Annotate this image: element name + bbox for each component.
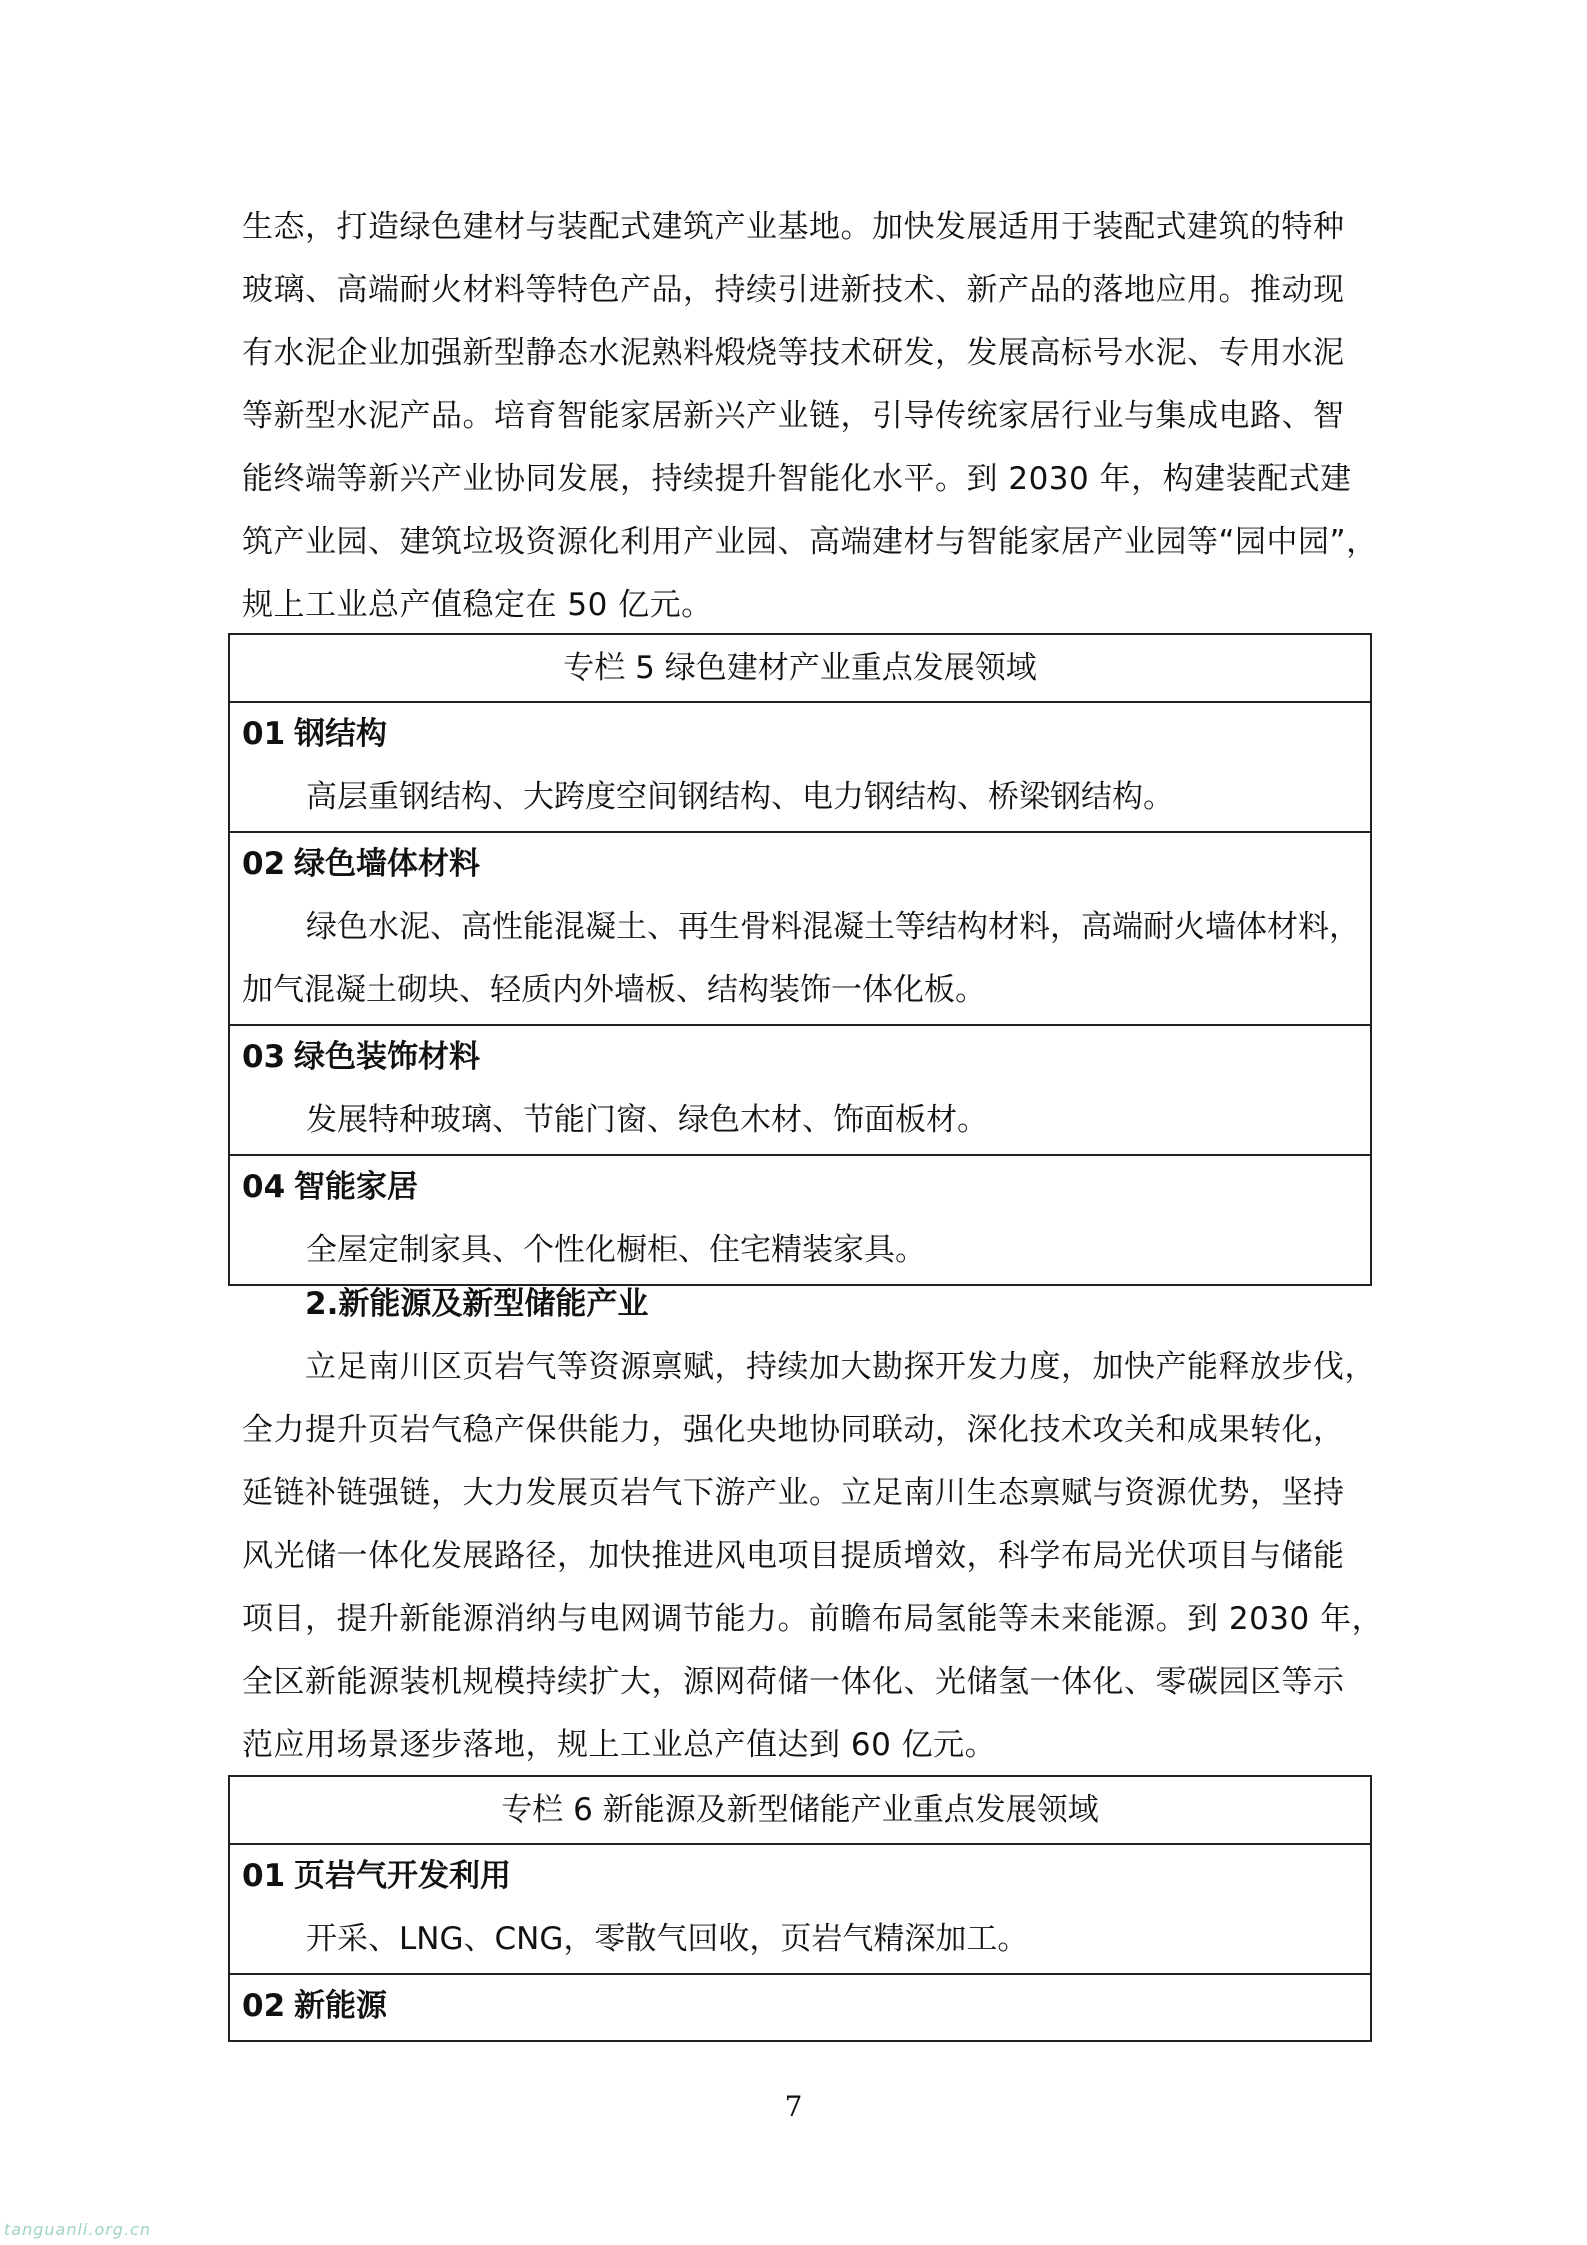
section-heading <box>242 1975 1370 2038</box>
intro-line: 等新型水泥产品。培育智能家居新兴产业链，引导传统家居行业与集成电路、智 <box>242 398 1345 434</box>
watermark-text: tanguanli.org.cn <box>4 2220 151 2239</box>
section-line: 加气混凝土砌块、轻质内外墙板、结构装饰一体化板。 <box>242 972 986 1008</box>
box-section <box>230 1975 1370 2040</box>
column-box-5 <box>228 633 1372 1286</box>
intro-line: 规上工业总产值稳定在 50 亿元。 <box>242 587 713 623</box>
section-number: 03 <box>242 1039 286 1075</box>
section-title: 钢结构 <box>294 716 387 752</box>
section-title: 智能家居 <box>294 1169 418 1205</box>
column-box-6 <box>228 1775 1372 2042</box>
section-title: 页岩气开发利用 <box>294 1858 511 1894</box>
intro-line: 生态，打造绿色建材与装配式建筑产业基地。加快发展适用于装配式建筑的特种 <box>242 209 1345 245</box>
intro-paragraph <box>242 196 1378 637</box>
section-heading <box>242 703 1370 766</box>
section-heading <box>242 1845 1370 1908</box>
section-line: 绿色水泥、高性能混凝土、再生骨料混凝土等结构材料，高端耐火墙体材料， <box>306 909 1360 945</box>
section-number: 01 <box>242 716 286 752</box>
paragraph-line: 风光储一体化发展路径，加快推进风电项目提质增效，科学布局光伏项目与储能 <box>242 1538 1345 1574</box>
intro-line: 有水泥企业加强新型静态水泥熟料煅烧等技术研发，发展高标号水泥、专用水泥 <box>242 335 1345 371</box>
body-paragraph-2 <box>242 1336 1384 1777</box>
section-heading <box>242 1156 1370 1219</box>
page-number: 7 <box>784 2090 803 2123</box>
paragraph-line: 范应用场景逐步落地，规上工业总产值达到 60 亿元。 <box>242 1727 997 1763</box>
section-title: 绿色装饰材料 <box>294 1039 480 1075</box>
paragraph-line: 项目，提升新能源消纳与电网调节能力。前瞻布局氢能等未来能源。到 2030 年， <box>242 1601 1384 1637</box>
section-line: 全屋定制家具、个性化橱柜、住宅精装家具。 <box>306 1232 926 1268</box>
section-number: 04 <box>242 1169 286 1205</box>
section-number: 02 <box>242 1988 286 2024</box>
box-section <box>230 833 1370 1026</box>
section-title: 绿色墙体材料 <box>294 846 480 882</box>
section-line: 发展特种玻璃、节能门窗、绿色木材、饰面板材。 <box>306 1102 988 1138</box>
section-number: 01 <box>242 1858 286 1894</box>
box-section <box>230 1156 1370 1284</box>
paragraph-line: 立足南川区页岩气等资源禀赋，持续加大勘探开发力度，加快产能释放步伐， <box>305 1349 1376 1385</box>
intro-line: 筑产业园、建筑垃圾资源化利用产业园、高端建材与智能家居产业园等“园中园”， <box>242 524 1378 560</box>
section-body <box>242 766 1370 829</box>
box-title: 专栏 5 绿色建材产业重点发展领域 <box>230 635 1370 703</box>
section-heading <box>242 833 1370 896</box>
section-body <box>242 1908 1370 1971</box>
section-body <box>242 1089 1370 1152</box>
intro-line: 能终端等新兴产业协同发展，持续提升智能化水平。到 2030 年，构建装配式建 <box>242 461 1352 497</box>
section-title: 新能源 <box>294 1988 387 2024</box>
intro-line: 玻璃、高端耐火材料等特色产品，持续引进新技术、新产品的落地应用。推动现 <box>242 272 1345 308</box>
paragraph-line: 全区新能源装机规模持续扩大，源网荷储一体化、光储氢一体化、零碳园区等示 <box>242 1664 1345 1700</box>
box-section <box>230 703 1370 833</box>
section-number: 02 <box>242 846 286 882</box>
box-section <box>230 1845 1370 1975</box>
section-heading <box>242 1026 1370 1089</box>
section-body <box>242 896 1370 1022</box>
paragraph-line: 全力提升页岩气稳产保供能力，强化央地协同联动，深化技术攻关和成果转化， <box>242 1412 1345 1448</box>
section-heading-2: 2.新能源及新型储能产业 <box>305 1286 649 1322</box>
section-line: 开采、LNG、CNG，零散气回收，页岩气精深加工。 <box>306 1921 1029 1957</box>
section-line: 高层重钢结构、大跨度空间钢结构、电力钢结构、桥梁钢结构。 <box>306 779 1174 815</box>
box-section <box>230 1026 1370 1156</box>
box-title: 专栏 6 新能源及新型储能产业重点发展领域 <box>230 1777 1370 1845</box>
paragraph-line: 延链补链强链，大力发展页岩气下游产业。立足南川生态禀赋与资源优势，坚持 <box>242 1475 1345 1511</box>
